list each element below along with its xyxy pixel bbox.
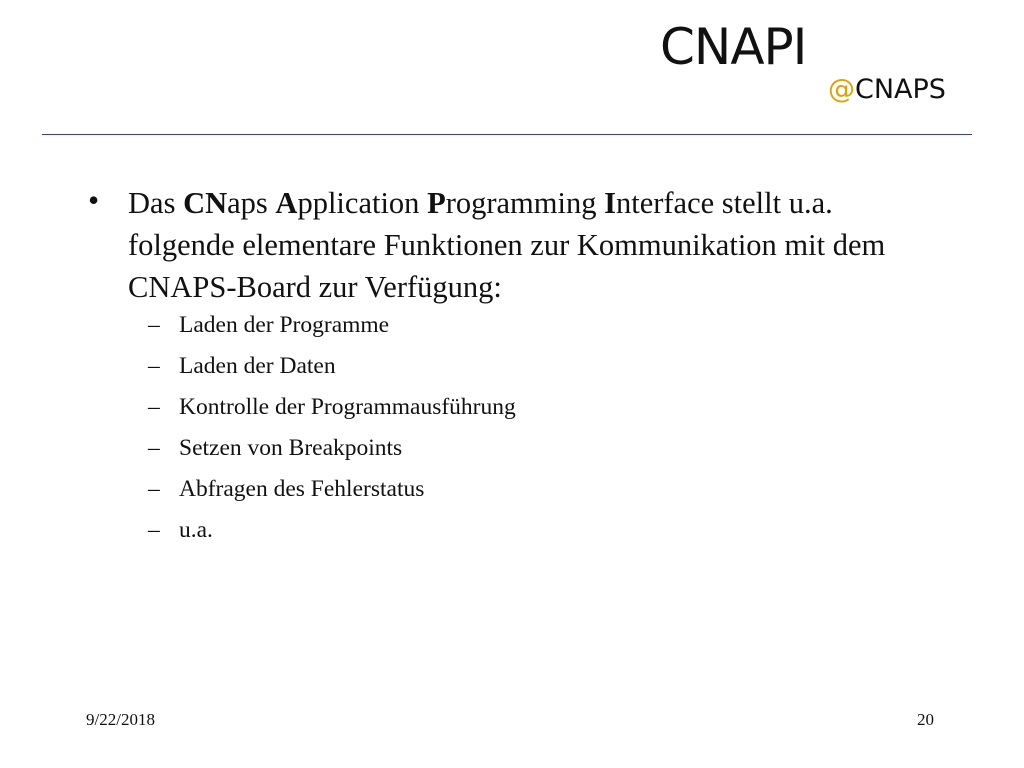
main-text-segment: nterface stellt u.a. folgende elementare Funktionen zur Kommunikation mit dem CNAPS-Board zur Verfügung:: [128, 186, 886, 304]
sub-bullet-label: Kontrolle der Programmausführung: [179, 394, 516, 420]
sub-bullet-item: [148, 309, 516, 350]
sub-bullet-item: [148, 514, 516, 555]
main-text-segment: pplication: [297, 186, 428, 220]
page-number: 20: [917, 710, 934, 729]
main-text-segment: aps: [227, 186, 276, 220]
main-text-segment: P: [427, 186, 446, 220]
sub-bullet-label: u.a.: [179, 517, 213, 543]
sub-bullet-label: Laden der Programme: [179, 312, 390, 338]
subtitle-text: CNAPS: [855, 74, 946, 105]
dash-icon: –: [148, 517, 160, 543]
footer-date: 9/22/2018: [86, 710, 155, 729]
header-divider: [42, 134, 972, 135]
main-text-segment: rogramming: [445, 186, 605, 220]
main-text-segment: CN: [183, 186, 228, 220]
dash-icon: –: [148, 435, 160, 461]
sub-bullet-label: Setzen von Breakpoints: [179, 435, 403, 461]
dash-icon: –: [148, 353, 160, 379]
sub-bullet-list: [148, 309, 516, 555]
main-text-segment: A: [275, 186, 298, 220]
dash-icon: –: [148, 394, 160, 420]
dash-icon: –: [148, 312, 160, 338]
main-bullet-text: [128, 182, 928, 308]
main-text-segment: Das: [128, 186, 184, 220]
dash-icon: –: [148, 476, 160, 502]
sub-bullet-label: Abfragen des Fehlerstatus: [179, 476, 425, 502]
main-text-segment: I: [604, 186, 616, 220]
sub-bullet-label: Laden der Daten: [179, 353, 336, 379]
at-symbol: @: [828, 74, 855, 105]
slide-title: CNAPI: [660, 18, 807, 76]
sub-bullet-item: [148, 432, 516, 473]
slide-subtitle: [828, 76, 946, 103]
bullet-icon: •: [88, 182, 100, 218]
sub-bullet-item: [148, 473, 516, 514]
sub-bullet-item: [148, 391, 516, 432]
sub-bullet-item: [148, 350, 516, 391]
